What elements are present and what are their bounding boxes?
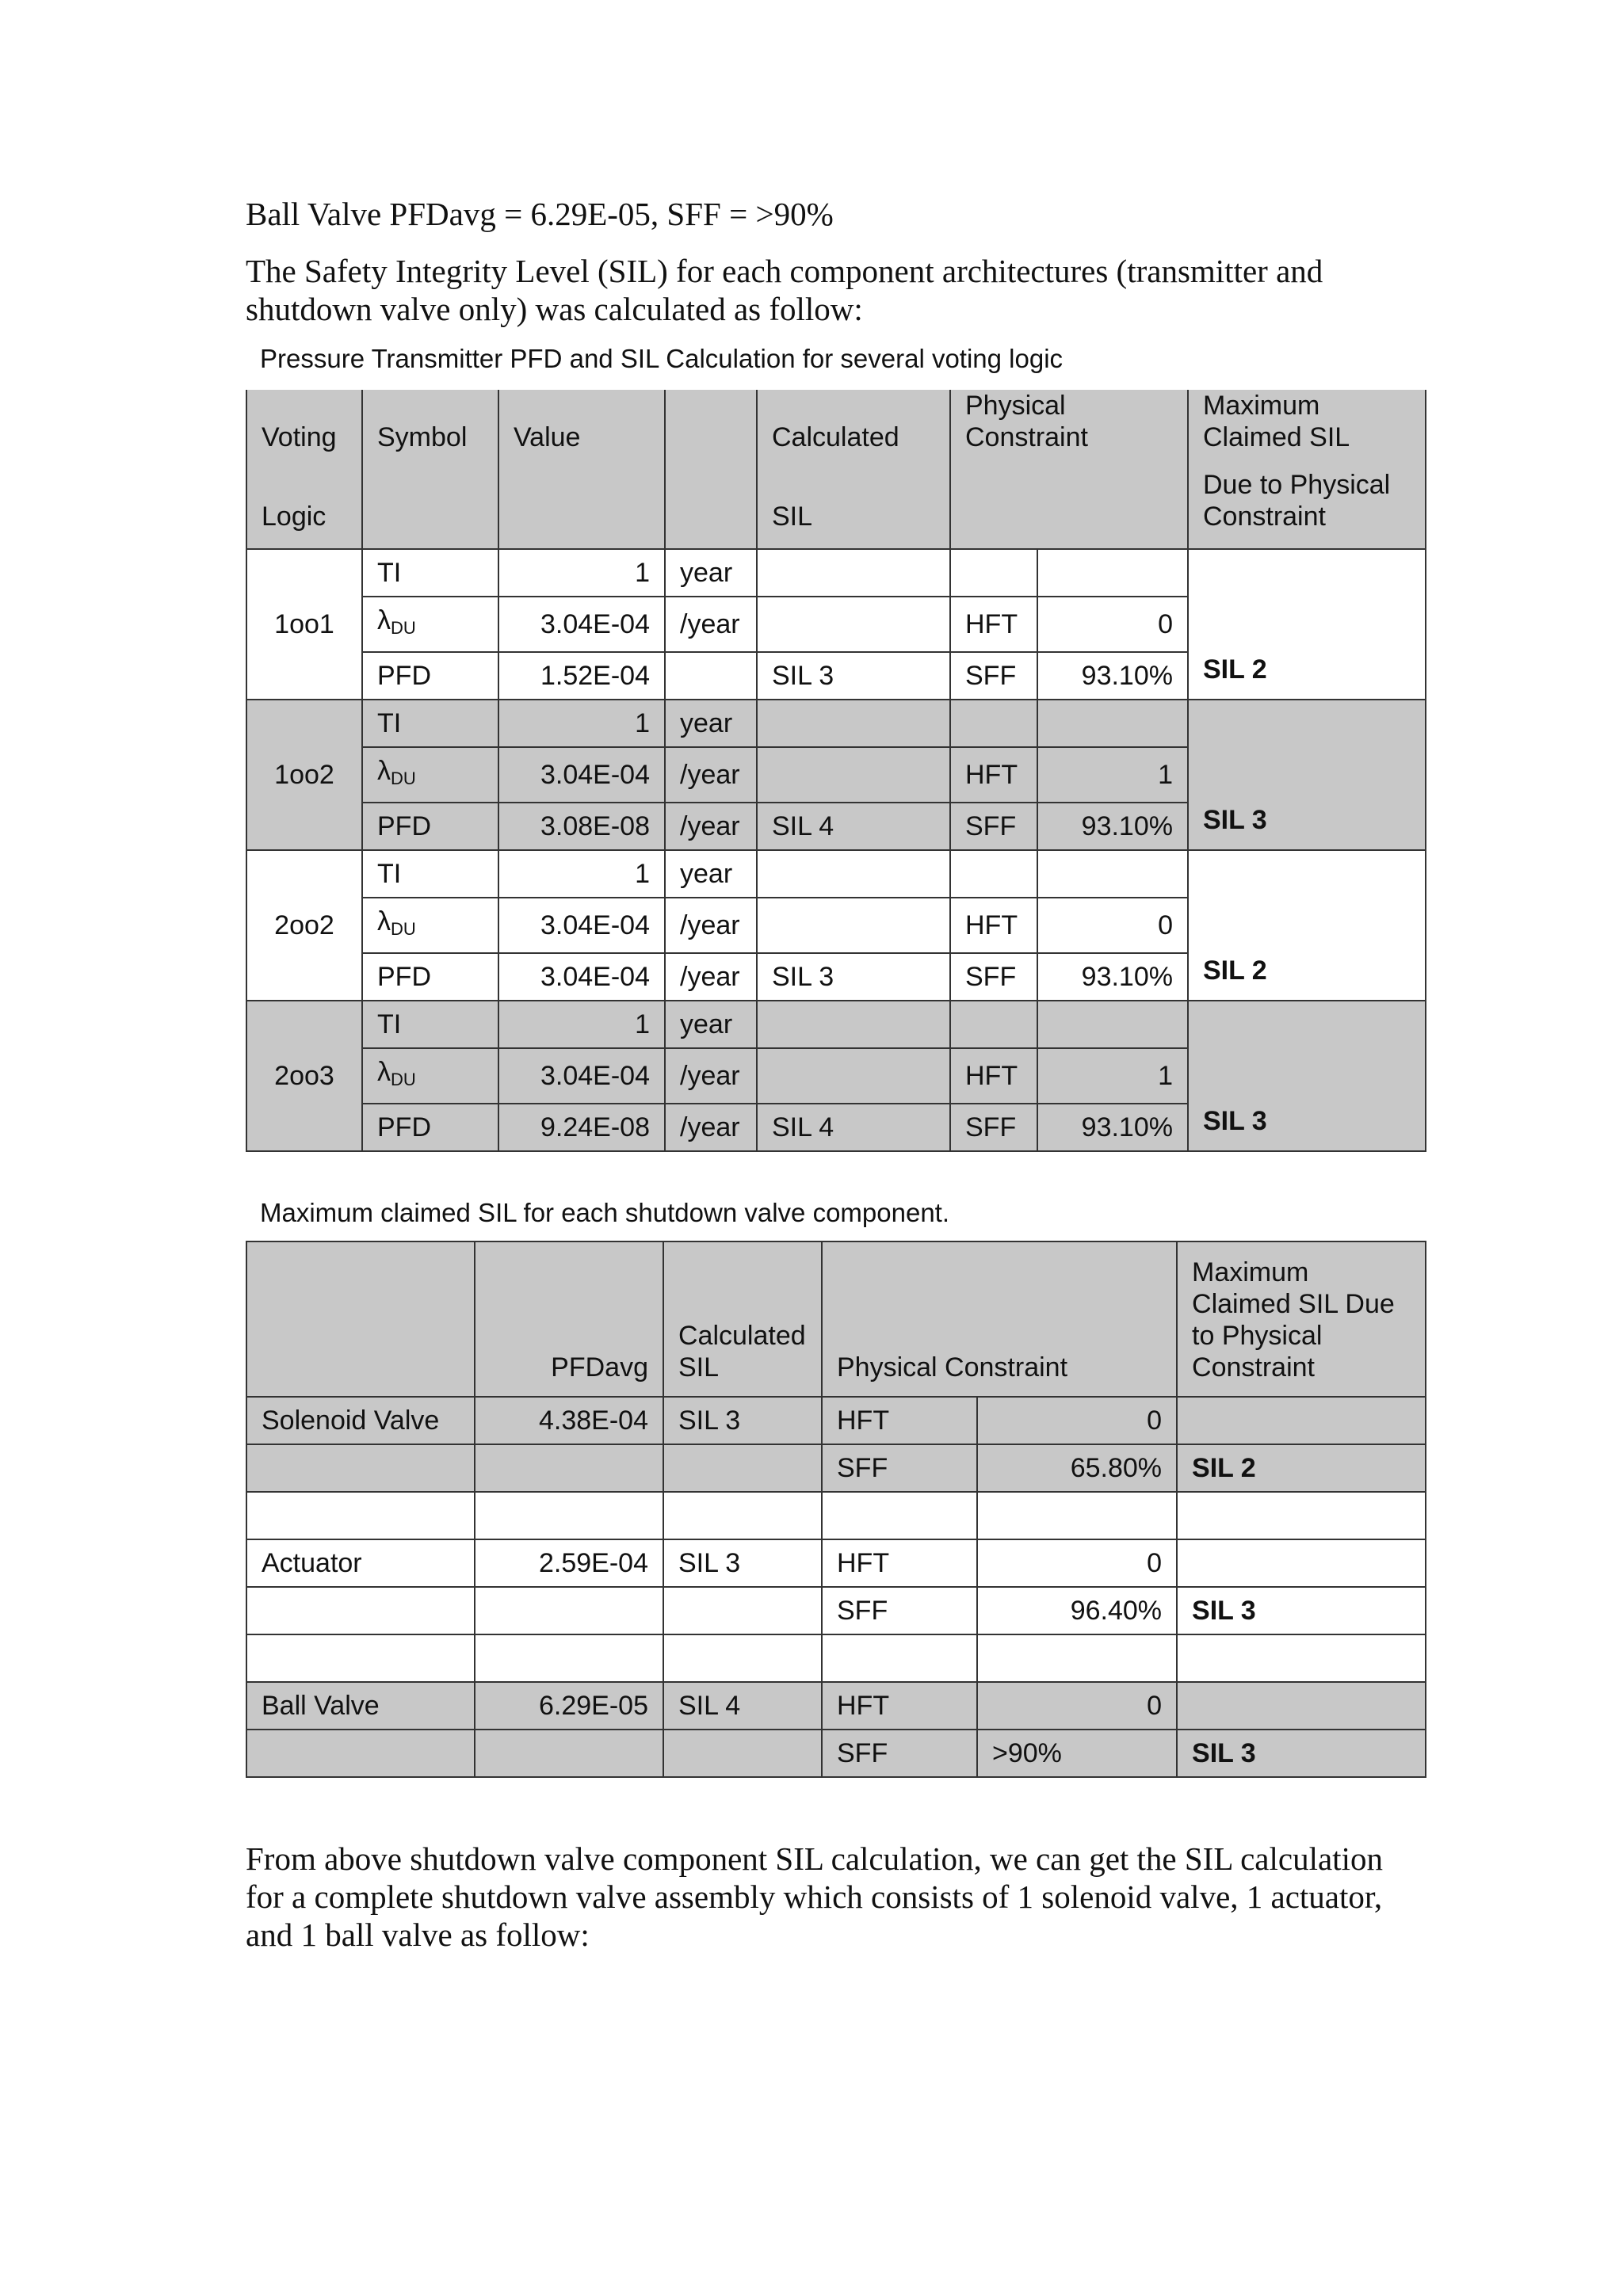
constraint-value-cell: 0 <box>1037 898 1188 953</box>
voting-logic-cell: 1oo1 <box>246 549 362 700</box>
calculated-sil-cell <box>757 1001 950 1048</box>
constraint-label-cell: SFF <box>950 1104 1037 1151</box>
calculated-sil-cell <box>757 700 950 747</box>
calculated-sil-cell <box>757 850 950 898</box>
unit-cell: year <box>665 850 757 898</box>
max-claimed-sil-cell <box>1177 1682 1426 1730</box>
unit-cell: year <box>665 700 757 747</box>
header-value <box>498 390 665 549</box>
voting-logic-cell: 2oo2 <box>246 850 362 1001</box>
table-row <box>246 1397 1426 1444</box>
pfdavg-cell <box>475 1730 663 1777</box>
max-claimed-sil-cell: SIL 2 <box>1177 1444 1426 1492</box>
constraint-label-cell: SFF <box>822 1730 977 1777</box>
pfdavg-cell <box>475 1587 663 1634</box>
symbol-cell: TI <box>362 549 498 597</box>
constraint-value-cell: 93.10% <box>1037 1104 1188 1151</box>
constraint-value-cell: 93.10% <box>1037 652 1188 700</box>
constraint-value-cell: 1 <box>1037 747 1188 803</box>
max-claimed-sil-cell <box>1177 1539 1426 1587</box>
max-claimed-sil-cell: SIL 3 <box>1188 700 1426 850</box>
calculated-sil-cell <box>663 1444 822 1492</box>
table-row <box>246 1001 1426 1048</box>
value-cell: 3.04E-04 <box>498 953 665 1001</box>
header-symbol-text: Symbol <box>377 422 468 452</box>
header-pfdavg: PFDavg <box>475 1241 663 1397</box>
table1-caption: Pressure Transmitter PFD and SIL Calculation for several voting logic <box>260 344 1064 373</box>
header-calculated-sil-text: Calculated <box>772 422 899 452</box>
table-row <box>246 1492 1426 1539</box>
constraint-label-cell: SFF <box>950 803 1037 850</box>
calculated-sil-cell: SIL 3 <box>757 953 950 1001</box>
component-cell: Actuator <box>246 1539 475 1587</box>
symbol-cell: λDU <box>362 747 498 803</box>
unit-cell: year <box>665 1001 757 1048</box>
calculated-sil-cell: SIL 4 <box>757 1104 950 1151</box>
calculated-sil-cell <box>757 898 950 953</box>
calculated-sil-cell <box>663 1634 822 1682</box>
component-cell <box>246 1634 475 1682</box>
header-physical-constraint <box>950 390 1188 549</box>
symbol-cell: λDU <box>362 898 498 953</box>
unit-cell: /year <box>665 1048 757 1104</box>
constraint-value-cell <box>1037 549 1188 597</box>
constraint-label-cell <box>822 1634 977 1682</box>
header-unit <box>665 390 757 549</box>
calculated-sil-cell: SIL 3 <box>757 652 950 700</box>
max-claimed-sil-cell: SIL 3 <box>1188 1001 1426 1151</box>
symbol-cell: TI <box>362 700 498 747</box>
constraint-value-cell: 0 <box>1037 597 1188 652</box>
header-component <box>246 1241 475 1397</box>
unit-cell: /year <box>665 803 757 850</box>
intro-ball-valve-line: Ball Valve PFDavg = 6.29E-05, SFF = >90% <box>246 196 834 232</box>
constraint-label-cell: SFF <box>822 1444 977 1492</box>
constraint-label-cell: HFT <box>950 747 1037 803</box>
pfdavg-cell <box>475 1444 663 1492</box>
unit-cell: /year <box>665 747 757 803</box>
value-cell: 1 <box>498 1001 665 1048</box>
voting-logic-cell: 2oo3 <box>246 1001 362 1151</box>
value-cell: 9.24E-08 <box>498 1104 665 1151</box>
voting-logic-cell: 1oo2 <box>246 700 362 850</box>
transmitter-sil-table <box>246 390 1426 1152</box>
header-symbol <box>362 390 498 549</box>
calculated-sil-cell <box>757 597 950 652</box>
header-max-claimed-sil: Maximum Claimed SIL Due to Physical Constraint <box>1177 1241 1426 1397</box>
calculated-sil-cell: SIL 4 <box>663 1682 822 1730</box>
unit-cell: /year <box>665 1104 757 1151</box>
calculated-sil-cell <box>663 1730 822 1777</box>
constraint-label-cell: HFT <box>822 1397 977 1444</box>
constraint-value-cell: 65.80% <box>977 1444 1177 1492</box>
constraint-value-cell <box>1037 1001 1188 1048</box>
max-claimed-sil-cell: SIL 2 <box>1188 549 1426 700</box>
symbol-subscript: DU <box>391 919 416 939</box>
value-cell: 1 <box>498 549 665 597</box>
calculated-sil-cell <box>663 1492 822 1539</box>
symbol-cell: PFD <box>362 803 498 850</box>
pfdavg-cell <box>475 1634 663 1682</box>
header-max-claimed-sil-text: Maximum Claimed SIL <box>1203 391 1350 452</box>
value-cell: 1.52E-04 <box>498 652 665 700</box>
max-claimed-sil-cell <box>1177 1397 1426 1444</box>
header-voting-logic <box>246 390 362 549</box>
pfdavg-cell: 4.38E-04 <box>475 1397 663 1444</box>
symbol-subscript: DU <box>391 769 416 788</box>
constraint-label-cell: HFT <box>950 597 1037 652</box>
outro-paragraph: From above shutdown valve component SIL calculation, we can get the SIL calculation for a complete shutdown valve assembly which consists of 1 solenoid valve, 1 actuator, and 1 ball valve as follow: <box>246 1840 1383 1953</box>
table-row <box>246 1682 1426 1730</box>
header-physical-constraint-text: Physical Constraint <box>965 391 1088 452</box>
symbol-subscript: DU <box>391 1070 416 1089</box>
unit-cell: /year <box>665 597 757 652</box>
table-row <box>246 549 1426 597</box>
header-physical-constraint: Physical Constraint <box>822 1241 1177 1397</box>
symbol-cell: TI <box>362 850 498 898</box>
header-voting-logic-text: Logic <box>262 502 327 532</box>
header-voting-logic-text: Voting <box>262 422 337 452</box>
max-claimed-sil-cell <box>1177 1492 1426 1539</box>
constraint-label-cell: SFF <box>950 953 1037 1001</box>
value-cell: 3.08E-08 <box>498 803 665 850</box>
calculated-sil-cell <box>757 549 950 597</box>
component-cell <box>246 1492 475 1539</box>
value-cell: 3.04E-04 <box>498 597 665 652</box>
intro-sil-paragraph: The Safety Integrity Level (SIL) for each component architectures (transmitter and shutdown valve only) was calculated as follow: <box>246 253 1323 327</box>
component-cell <box>246 1444 475 1492</box>
table-row <box>246 1730 1426 1777</box>
symbol-subscript: DU <box>391 618 416 638</box>
constraint-label-cell: SFF <box>950 652 1037 700</box>
constraint-value-cell <box>1037 700 1188 747</box>
component-cell <box>246 1730 475 1777</box>
valve-component-sil-table <box>246 1241 1426 1778</box>
constraint-value-cell: 0 <box>977 1397 1177 1444</box>
calculated-sil-cell: SIL 3 <box>663 1397 822 1444</box>
constraint-label-cell <box>950 850 1037 898</box>
constraint-label-cell: HFT <box>822 1539 977 1587</box>
calculated-sil-cell <box>757 1048 950 1104</box>
max-claimed-sil-cell: SIL 3 <box>1177 1730 1426 1777</box>
value-cell: 3.04E-04 <box>498 898 665 953</box>
header-calculated-sil-text: SIL <box>772 502 813 532</box>
unit-cell: /year <box>665 898 757 953</box>
constraint-label-cell: SFF <box>822 1587 977 1634</box>
table-row <box>246 1634 1426 1682</box>
component-cell: Ball Valve <box>246 1682 475 1730</box>
unit-cell: /year <box>665 953 757 1001</box>
header-max-claimed-sil <box>1188 390 1426 549</box>
max-claimed-sil-cell <box>1177 1634 1426 1682</box>
max-claimed-sil-cell: SIL 3 <box>1177 1587 1426 1634</box>
symbol-cell: λDU <box>362 597 498 652</box>
symbol-cell: PFD <box>362 652 498 700</box>
header-value-text: Value <box>514 422 581 452</box>
table-row <box>246 1587 1426 1634</box>
unit-cell: year <box>665 549 757 597</box>
value-cell: 3.04E-04 <box>498 1048 665 1104</box>
constraint-label-cell <box>950 700 1037 747</box>
pfdavg-cell: 2.59E-04 <box>475 1539 663 1587</box>
table2-caption: Maximum claimed SIL for each shutdown valve component. <box>260 1198 950 1227</box>
constraint-value-cell: 96.40% <box>977 1587 1177 1634</box>
pfdavg-cell <box>475 1492 663 1539</box>
constraint-value-cell <box>977 1634 1177 1682</box>
calculated-sil-cell: SIL 3 <box>663 1539 822 1587</box>
max-claimed-sil-cell: SIL 2 <box>1188 850 1426 1001</box>
constraint-value-cell: 93.10% <box>1037 953 1188 1001</box>
table-row <box>246 850 1426 898</box>
calculated-sil-cell: SIL 4 <box>757 803 950 850</box>
pfdavg-cell: 6.29E-05 <box>475 1682 663 1730</box>
constraint-label-cell <box>950 1001 1037 1048</box>
calculated-sil-cell <box>663 1587 822 1634</box>
component-cell <box>246 1587 475 1634</box>
component-cell: Solenoid Valve <box>246 1397 475 1444</box>
value-cell: 1 <box>498 700 665 747</box>
constraint-label-cell <box>950 549 1037 597</box>
value-cell: 1 <box>498 850 665 898</box>
symbol-cell: PFD <box>362 1104 498 1151</box>
constraint-value-cell: 93.10% <box>1037 803 1188 850</box>
constraint-value-cell: 1 <box>1037 1048 1188 1104</box>
header-due-to-physical-text: Due to Physical Constraint <box>1203 470 1391 532</box>
constraint-value-cell: >90% <box>977 1730 1177 1777</box>
constraint-value-cell <box>977 1492 1177 1539</box>
constraint-value-cell: 0 <box>977 1539 1177 1587</box>
symbol-cell: TI <box>362 1001 498 1048</box>
calculated-sil-cell <box>757 747 950 803</box>
unit-cell <box>665 652 757 700</box>
table-row <box>246 1444 1426 1492</box>
header-calculated-sil <box>757 390 950 549</box>
constraint-label-cell: HFT <box>950 898 1037 953</box>
constraint-value-cell: 0 <box>977 1682 1177 1730</box>
header-calculated-sil: Calculated SIL <box>663 1241 822 1397</box>
constraint-label-cell: HFT <box>822 1682 977 1730</box>
table-row <box>246 1539 1426 1587</box>
symbol-cell: λDU <box>362 1048 498 1104</box>
table-row <box>246 700 1426 747</box>
constraint-label-cell: HFT <box>950 1048 1037 1104</box>
symbol-cell: PFD <box>362 953 498 1001</box>
constraint-value-cell <box>1037 850 1188 898</box>
value-cell: 3.04E-04 <box>498 747 665 803</box>
constraint-label-cell <box>822 1492 977 1539</box>
